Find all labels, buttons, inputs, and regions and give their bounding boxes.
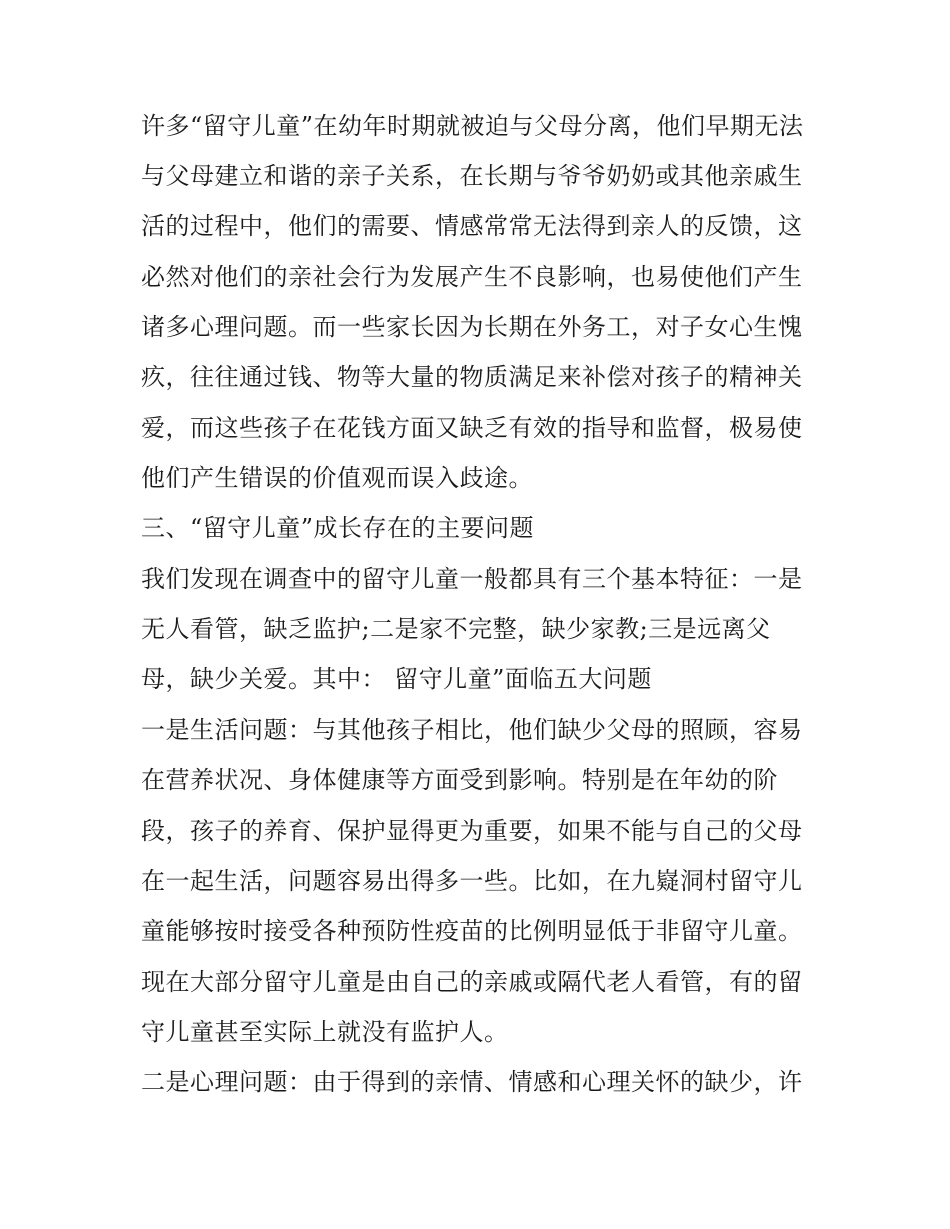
text-line: 母，缺少关爱。其中： 留守儿童”面临五大问题 (141, 665, 652, 693)
text-line: 与父母建立和谐的亲子关系，在长期与爷爷奶奶或其他亲戚生 (141, 162, 803, 190)
text-line: 活的过程中，他们的需要、情感常常无法得到亲人的反馈，这 (141, 212, 803, 240)
text-line: 诸多心理问题。而一些家长因为长期在外务工，对子女心生愧 (141, 313, 803, 341)
text-line: 无人看管，缺乏监护;二是家不完整，缺少家教;三是远离父 (141, 615, 771, 643)
text-line: 守儿童甚至实际上就没有监护人。 (141, 1018, 509, 1046)
text-line: 许多“留守儿童”在幼年时期就被迫与父母分离，他们早期无法 (141, 112, 804, 140)
text-line: 必然对他们的亲社会行为发展产生不良影响，也易使他们产生 (141, 263, 803, 291)
text-line: 在营养状况、身体健康等方面受到影响。特别是在年幼的阶 (141, 766, 778, 794)
text-line: 一是生活问题：与其他孩子相比，他们缺少父母的照顾，容易 (141, 716, 803, 744)
text-line: 现在大部分留守儿童是由自己的亲戚或隔代老人看管，有的留 (141, 968, 803, 996)
section-heading: 三、“留守儿童”成长存在的主要问题 (141, 514, 535, 542)
text-line: 段，孩子的养育、保护显得更为重要，如果不能与自己的父母 (141, 817, 803, 845)
text-line: 疚，往往通过钱、物等大量的物质满足来补偿对孩子的精神关 (141, 363, 803, 391)
text-line: 二是心理问题：由于得到的亲情、情感和心理关怀的缺少，许 (141, 1068, 803, 1096)
text-line: 童能够按时接受各种预防性疫苗的比例明显低于非留守儿童。 (141, 917, 803, 945)
text-line: 他们产生错误的价值观而误入歧途。 (141, 464, 533, 492)
text-line: 我们发现在调查中的留守儿童一般都具有三个基本特征：一是 (141, 565, 803, 593)
text-line: 爱，而这些孩子在花钱方面又缺乏有效的指导和监督，极易使 (141, 414, 803, 442)
text-line: 在一起生活，问题容易出得多一些。比如，在九嶷洞村留守儿 (141, 867, 803, 895)
